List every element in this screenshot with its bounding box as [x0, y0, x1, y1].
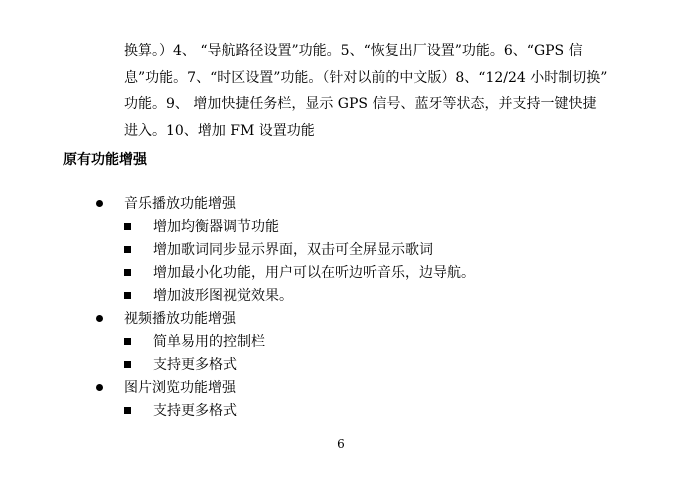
bullet-item-picture: 图片浏览功能增强: [124, 380, 236, 396]
sub-item: 简单易用的控制栏: [153, 334, 265, 350]
paragraph-line: 换算。）4、 “导航路径设置”功能。5、“恢复出厂设置”功能。6、“GPS 信: [124, 43, 583, 59]
square-bullet-icon: [124, 361, 131, 368]
square-bullet-icon: [124, 269, 131, 276]
bullet-item-music: 音乐播放功能增强: [124, 196, 236, 212]
paragraph-line: 进入。10、增加 FM 设置功能: [124, 122, 315, 139]
bullet-dot-icon: [96, 200, 103, 207]
sub-item: 支持更多格式: [153, 357, 237, 373]
bullet-item-video: 视频播放功能增强: [124, 311, 236, 327]
paragraph-line: 息”功能。7、“时区设置”功能。（针对以前的中文版）8、“12/24 小时制切换”: [124, 69, 608, 86]
square-bullet-icon: [124, 223, 131, 230]
sub-item: 增加均衡器调节功能: [153, 219, 279, 235]
intro-paragraph: [124, 38, 628, 144]
bullet-dot-icon: [96, 315, 103, 322]
sub-item: 增加最小化功能，用户可以在听边听音乐，边导航。: [153, 265, 475, 281]
square-bullet-icon: [124, 407, 131, 414]
sub-item: 支持更多格式: [153, 403, 237, 419]
sub-item: 增加波形图视觉效果。: [153, 288, 293, 304]
square-bullet-icon: [124, 338, 131, 345]
section-heading: 原有功能增强: [63, 152, 147, 168]
page-number: 6: [337, 437, 345, 451]
bullet-dot-icon: [96, 384, 103, 391]
square-bullet-icon: [124, 246, 131, 253]
sub-item: 增加歌词同步显示界面，双击可全屏显示歌词: [153, 242, 433, 258]
paragraph-line: 功能。9、 增加快捷任务栏，显示 GPS 信号、蓝牙等状态，并支持一键快捷: [124, 96, 597, 112]
square-bullet-icon: [124, 292, 131, 299]
